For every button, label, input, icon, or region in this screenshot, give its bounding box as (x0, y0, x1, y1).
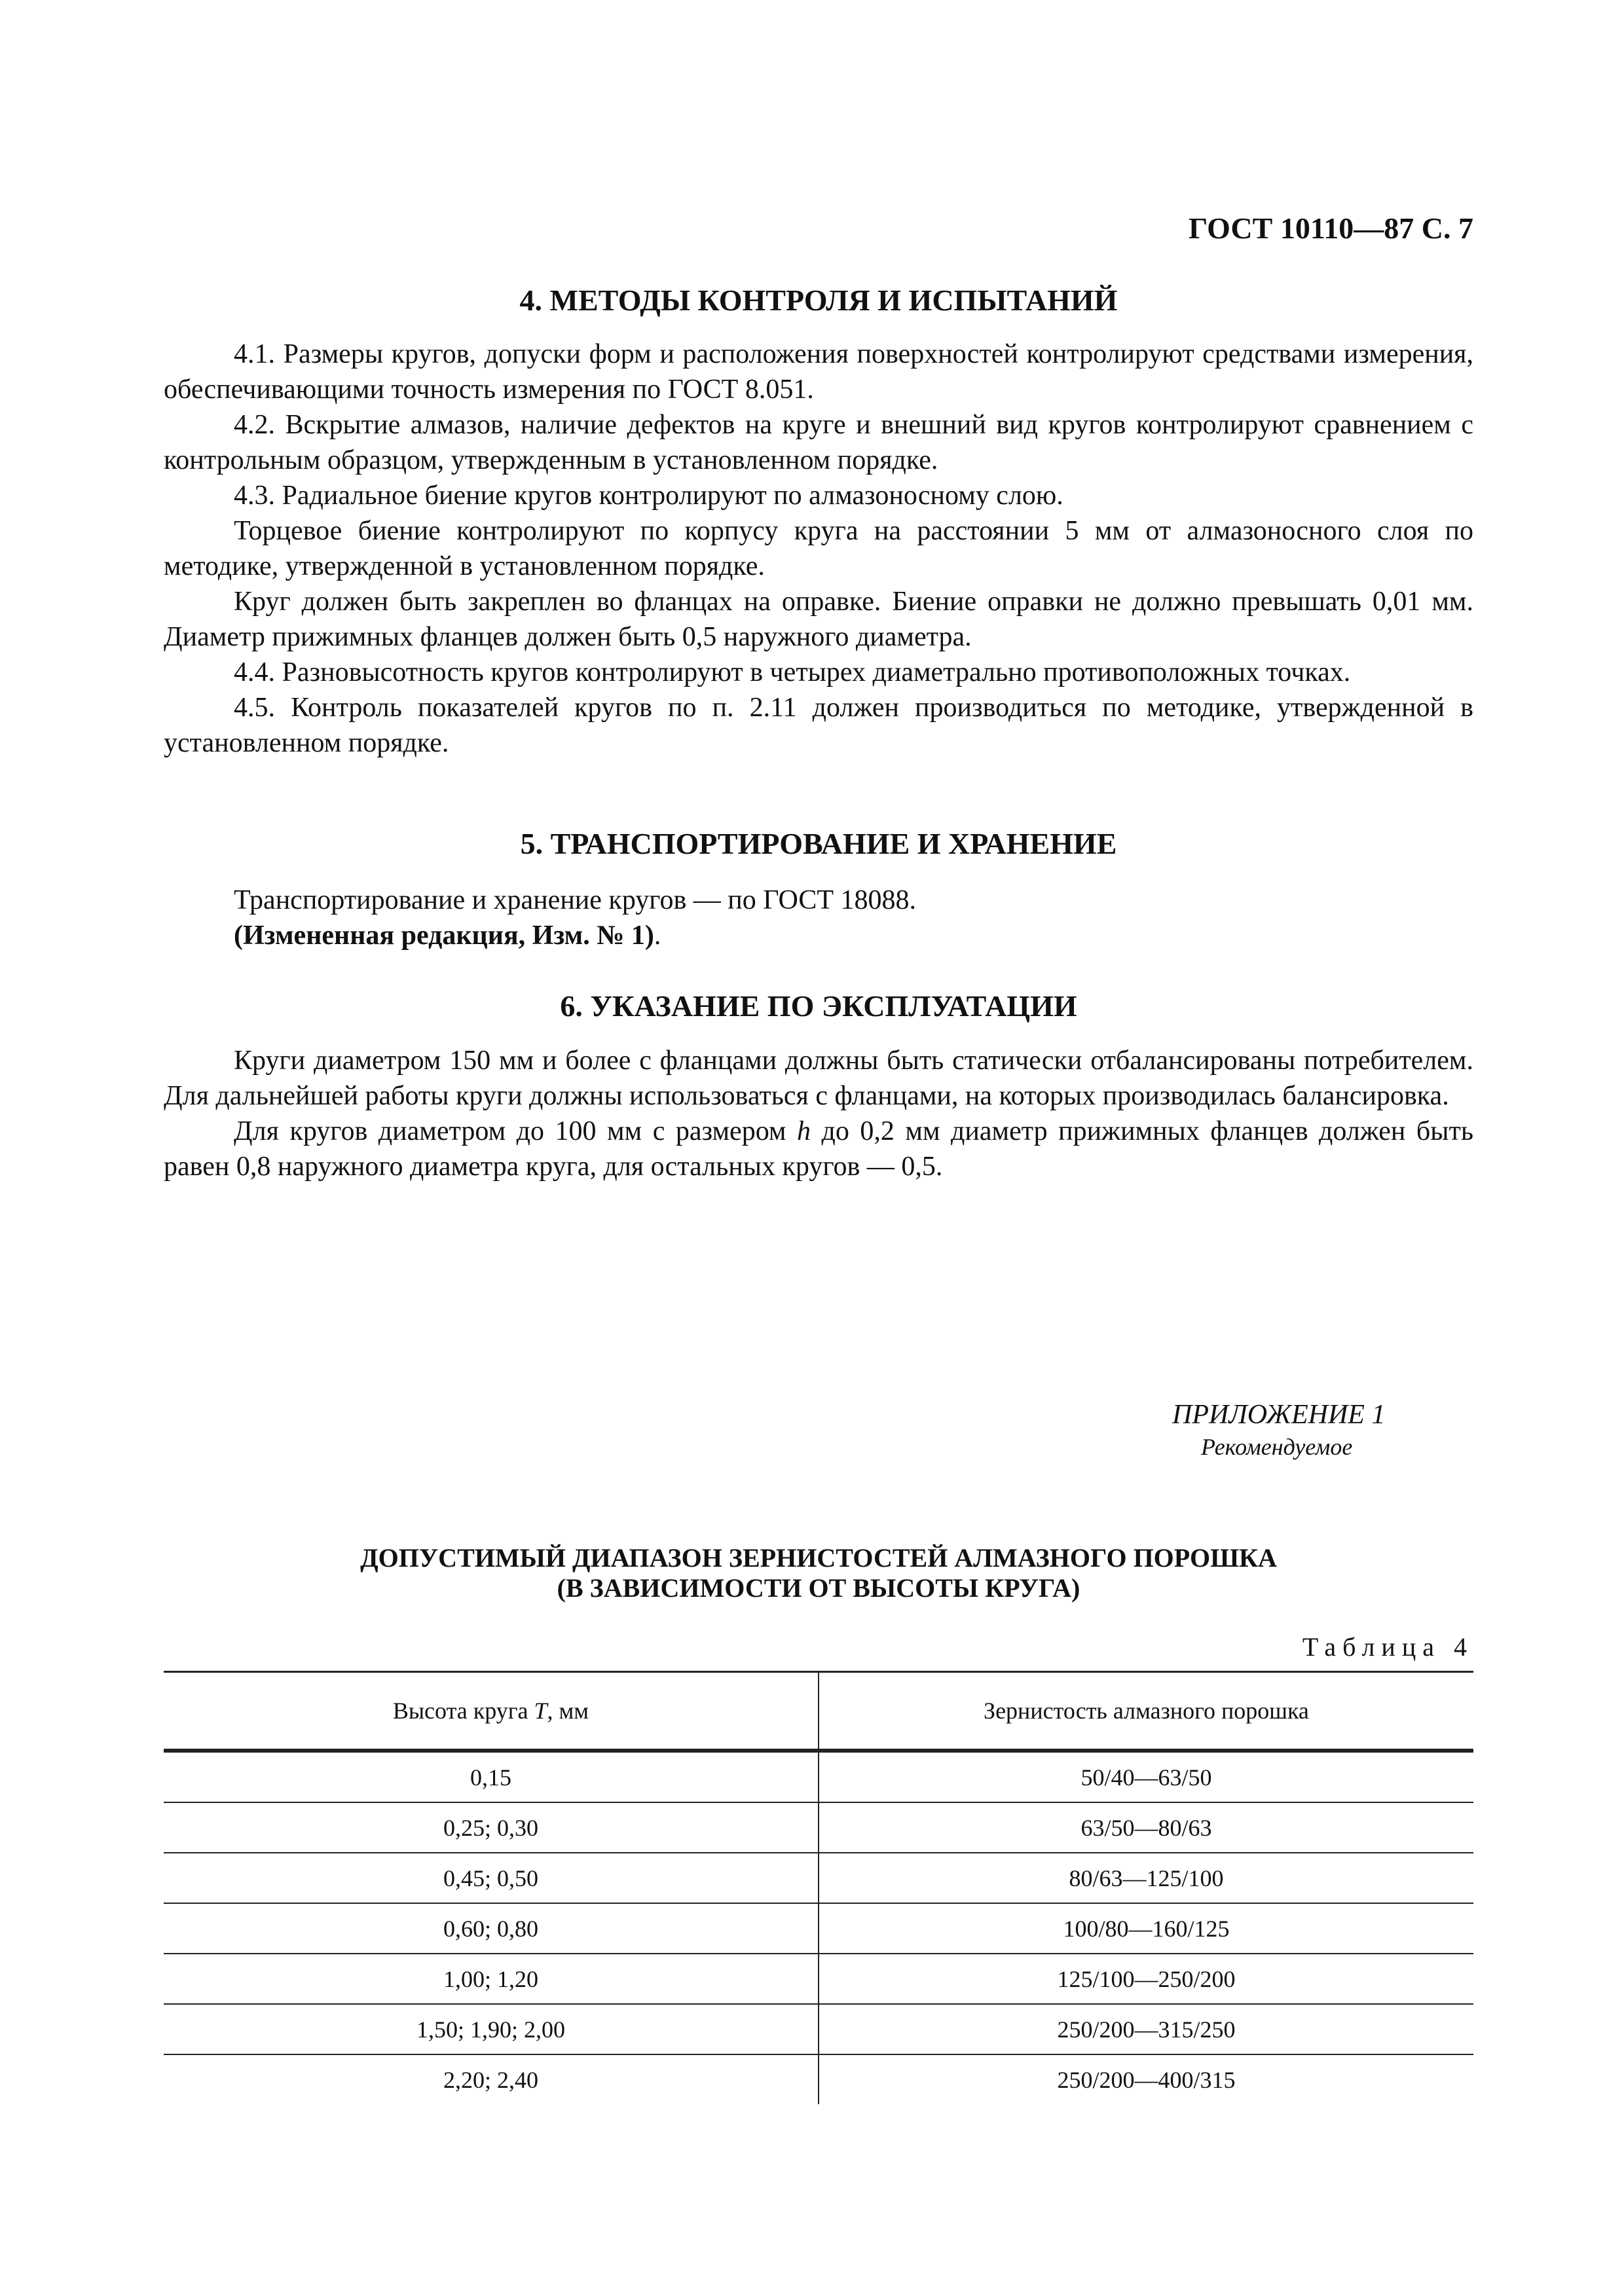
table-heading (164, 1543, 1473, 1603)
paragraph-5-text: Транспортирование и хранение кругов — по ГОСТ 18088. (234, 885, 917, 915)
paragraph-4-3: 4.3. Радиальное биение кругов контролируют по алмазоносному слою. (234, 481, 1063, 511)
variable-h: h (796, 1116, 811, 1146)
grit-range-table (164, 1671, 1473, 2104)
column-header-height-end: , мм (547, 1698, 589, 1724)
section-5-body (164, 883, 1473, 953)
amendment-label: (Измененная редакция, Изм. № 1) (234, 920, 654, 951)
column-header-height (164, 1672, 819, 1751)
table-row (164, 1853, 1473, 1903)
section-5-title: 5. ТРАНСПОРТИРОВАНИЕ И ХРАНЕНИЕ (520, 827, 1117, 860)
cell-height: 0,25; 0,30 (164, 1802, 819, 1853)
cell-grit: 80/63—125/100 (819, 1853, 1473, 1903)
variable-t: T (534, 1698, 547, 1724)
paragraph-6-2-start: Для кругов диаметром до 100 мм с размером (234, 1116, 797, 1146)
table-number-label: Таблица 4 (1302, 1632, 1473, 1662)
cell-height: 0,15 (164, 1751, 819, 1802)
cell-grit: 50/40—63/50 (819, 1751, 1473, 1802)
section-4-title: 4. МЕТОДЫ КОНТРОЛЯ И ИСПЫТАНИЙ (519, 283, 1118, 317)
column-header-grit: Зернистость алмазного порошка (819, 1672, 1473, 1751)
cell-grit: 250/200—400/315 (1057, 2066, 1236, 2093)
table-row (164, 2004, 1473, 2054)
appendix-title: ПРИЛОЖЕНИЕ 1 (1172, 1400, 1386, 1430)
table-row (164, 2054, 1473, 2104)
table-heading-line-2: (В ЗАВИСИМОСТИ ОТ ВЫСОТЫ КРУГА) (557, 1573, 1080, 1603)
table-row (164, 1954, 1473, 2004)
column-header-height-start: Высота круга (392, 1698, 534, 1724)
paragraph-6-1: Круги диаметром 150 мм и более с фланцами должны быть статически отбалансированы потребителем. Для дальнейшей работы круги должны использоваться с фланцами, на которых производилась балансировка. (164, 1046, 1473, 1111)
table-row (164, 1903, 1473, 1954)
section-6-title: 6. УКАЗАНИЕ ПО ЭКСПЛУАТАЦИИ (560, 989, 1077, 1023)
amendment-period: . (654, 920, 661, 951)
appendix-label (1172, 1398, 1460, 1462)
table-row (164, 1802, 1473, 1853)
paragraph-6-2-end: до 0,2 мм диаметр прижимных фланцев должен быть равен 0,8 наружного диаметра круга, для остальных кругов — 0,5. (164, 1116, 1473, 1182)
paragraph-4-2: 4.2. Вскрытие алмазов, наличие дефектов на круге и внешний вид кругов контролируют сравнением с контрольным образцом, утвержденным в установленном порядке. (164, 410, 1473, 475)
paragraph-4-1: 4.1. Размеры кругов, допуски форм и расположения поверхностей контролируют средствами измерения, обеспечивающими точность измерения по ГОСТ 8.051. (164, 339, 1473, 405)
appendix-subtitle: Рекомендуемое (1201, 1434, 1353, 1460)
table-header-row (164, 1672, 1473, 1751)
cell-grit: 63/50—80/63 (819, 1802, 1473, 1853)
cell-height: 2,20; 2,40 (164, 2054, 819, 2104)
section-6-body (164, 1043, 1473, 1184)
cell-height: 1,00; 1,20 (164, 1954, 819, 2004)
table-row (164, 1751, 1473, 1802)
cell-grit: 125/100—250/200 (819, 1954, 1473, 2004)
paragraph-4-5: 4.5. Контроль показателей кругов по п. 2.11 должен производиться по методике, утвержденной в установленном порядке. (164, 693, 1473, 758)
section-4-body (164, 337, 1473, 761)
cell-grit: 100/80—160/125 (819, 1903, 1473, 1954)
paragraph-4-3-mandrel: Круг должен быть закреплен во фланцах на оправке. Биение оправки не должно превышать 0,01 мм. Диаметр прижимных фланцев должен быть 0,5 наружного диаметра. (164, 587, 1473, 652)
paragraph-4-4: 4.4. Разновысотность кругов контролируют в четырех диаметрально противоположных точках. (234, 657, 1351, 687)
amendment-note (164, 918, 1473, 953)
page-header: ГОСТ 10110—87 С. 7 (1188, 211, 1473, 245)
cell-height: 0,45; 0,50 (164, 1853, 819, 1903)
paragraph-4-3-face-runout: Торцевое биение контролируют по корпусу круга на расстоянии 5 мм от алмазоносного слоя по методике, утвержденной в установленном порядке. (164, 516, 1473, 581)
cell-grit: 250/200—315/250 (819, 2004, 1473, 2054)
paragraph-6-2 (164, 1114, 1473, 1184)
cell-height: 1,50; 1,90; 2,00 (164, 2004, 819, 2054)
table-heading-line-1: ДОПУСТИМЫЙ ДИАПАЗОН ЗЕРНИСТОСТЕЙ АЛМАЗНОГО ПОРОШКА (360, 1543, 1277, 1573)
cell-height: 0,60; 0,80 (164, 1903, 819, 1954)
